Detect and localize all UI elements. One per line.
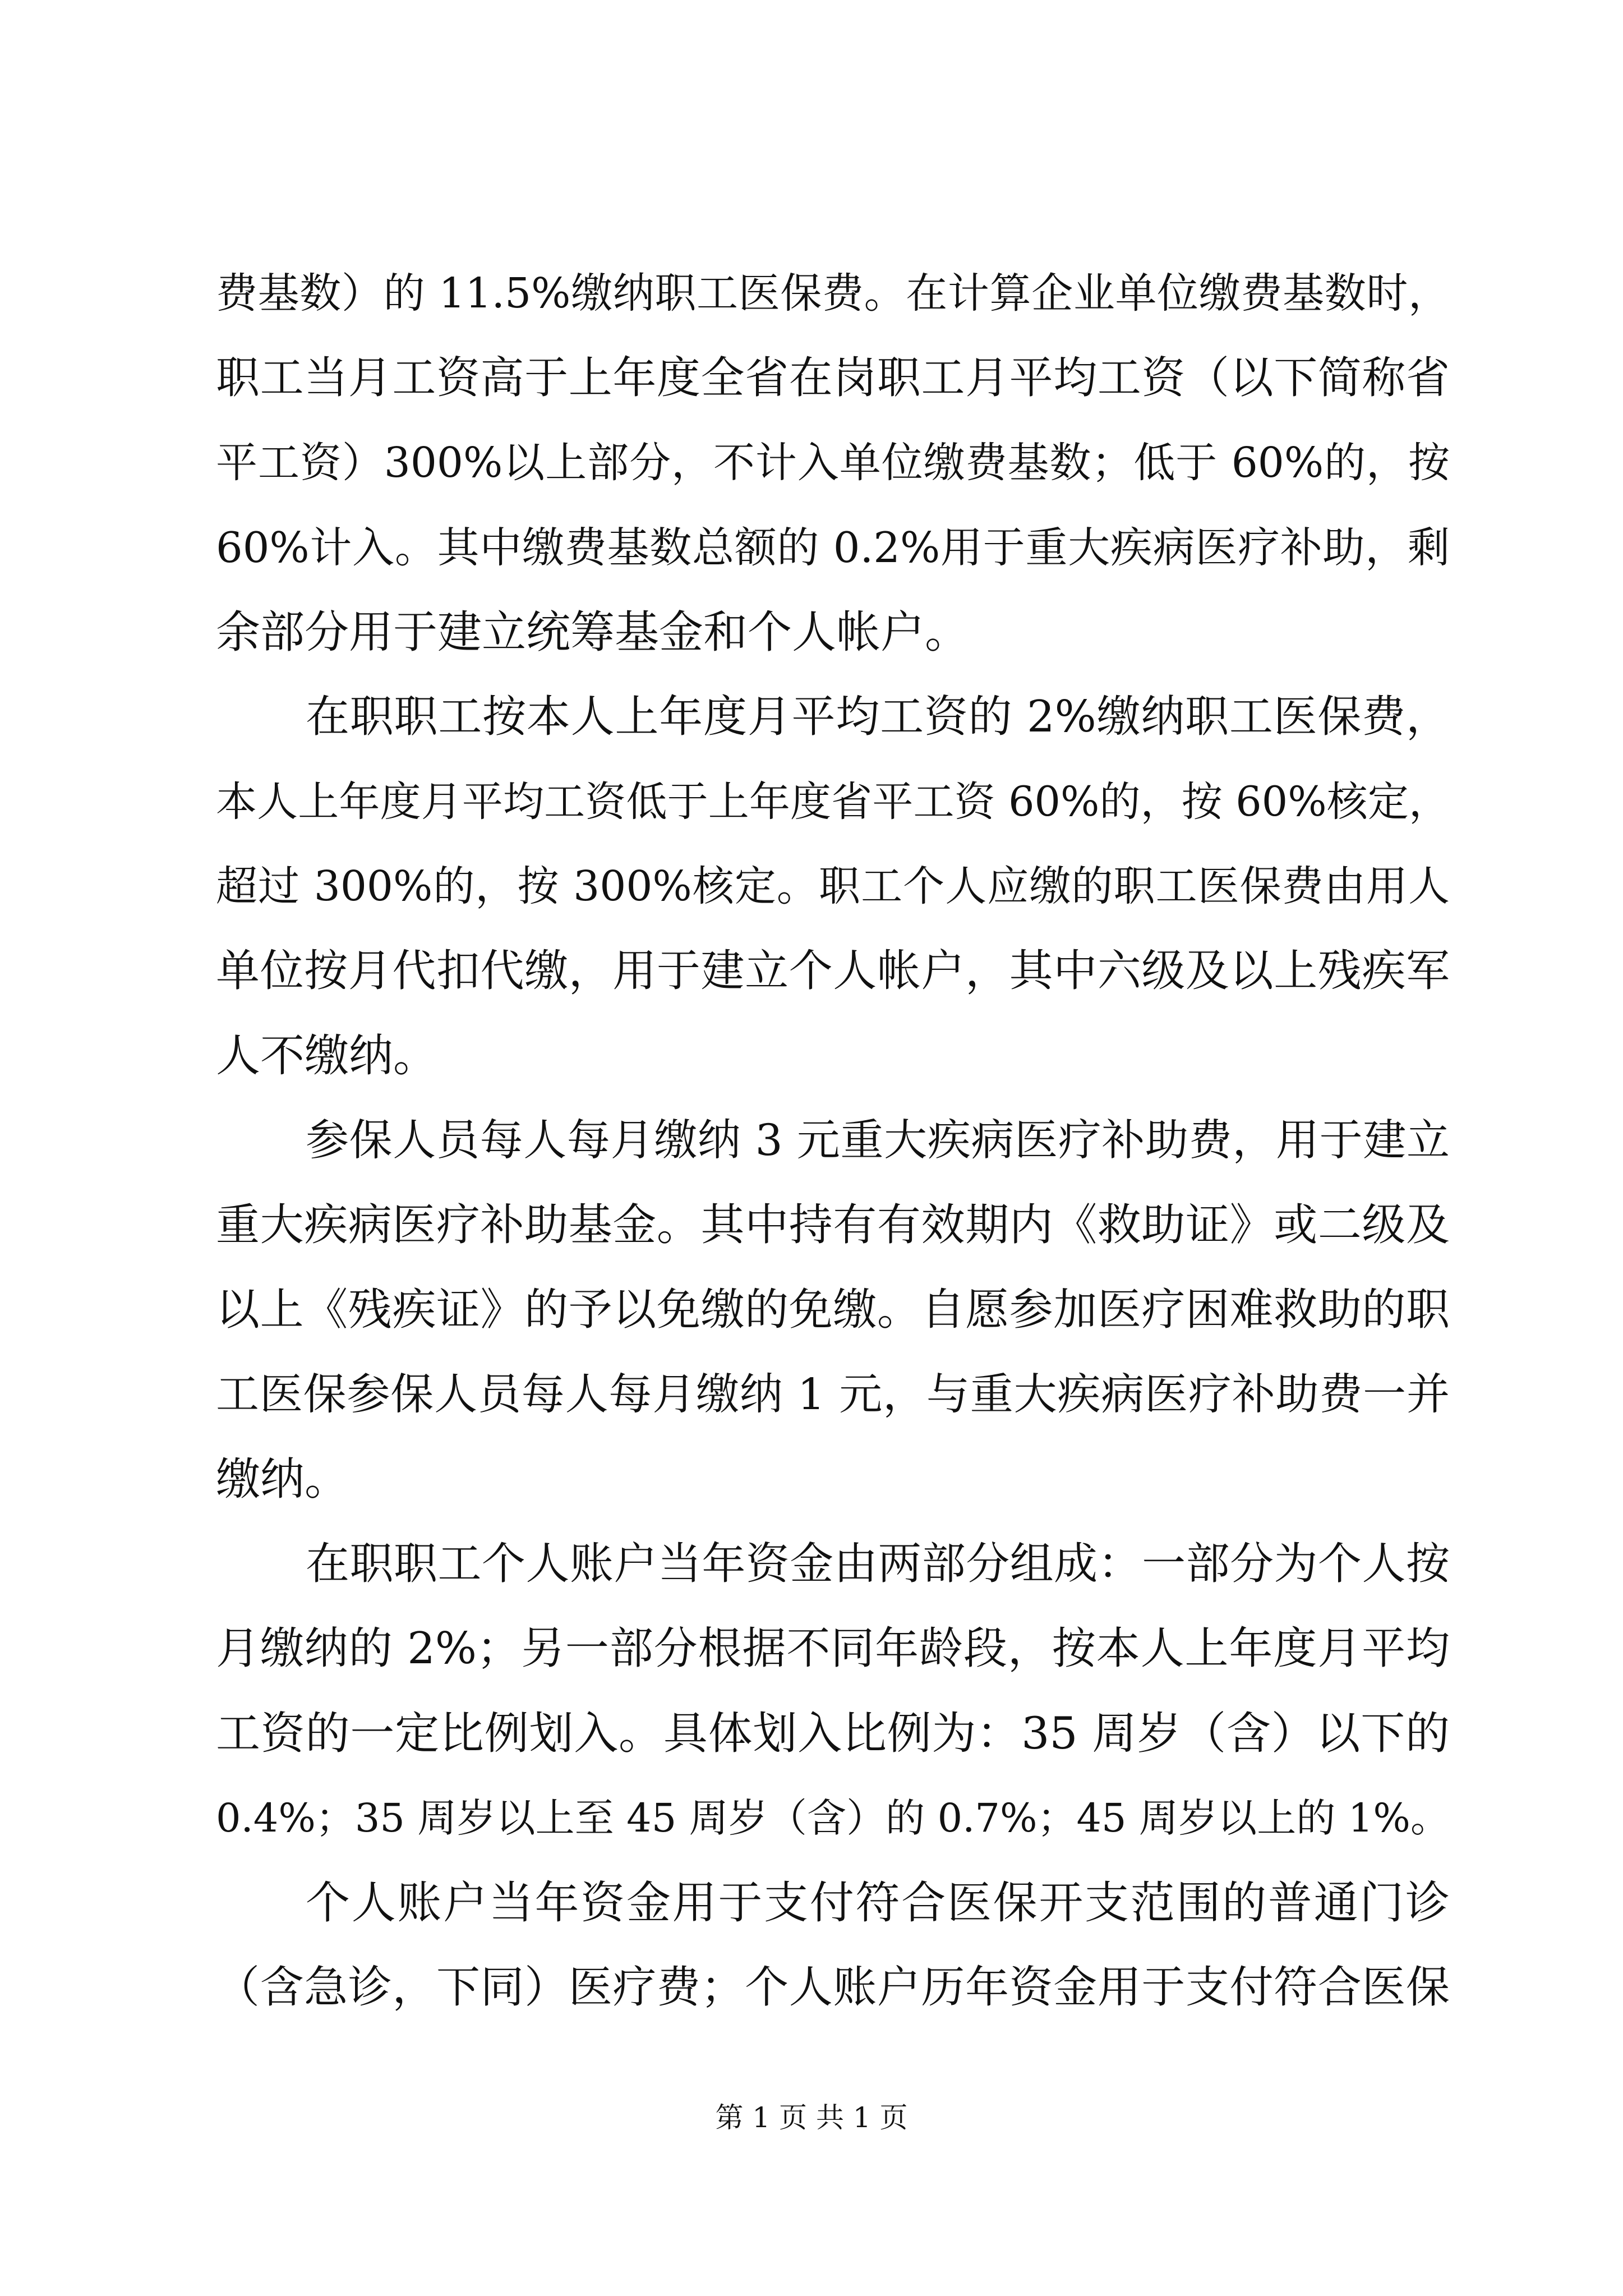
- text-line: 月缴纳的 2%；另一部分根据不同年龄段，按本人上年度月平均: [216, 1623, 1450, 1674]
- text-line: 人不缴纳。: [216, 1030, 437, 1082]
- text-line: 60%计入。其中缴费基数总额的 0.2%用于重大疾病医疗补助，剩: [216, 523, 1450, 572]
- text-line: 费基数）的 11.5%缴纳职工医保费。在计算企业单位缴费基数时，: [216, 269, 1450, 318]
- text-line: 缴纳。: [216, 1453, 349, 1505]
- text-line: 参保人员每人每月缴纳 3 元重大疾病医疗补助费，用于建立: [306, 1116, 1450, 1166]
- text-line: （含急诊，下同）医疗费；个人账户历年资金用于支付符合医保: [216, 1962, 1450, 2013]
- document-body: [216, 251, 1450, 2030]
- text-line: 在职职工个人账户当年资金由两部分组成：一部分为个人按: [306, 1539, 1450, 1589]
- text-line: 本人上年度月平均工资低于上年度省平工资 60%的，按 60%核定，: [216, 778, 1450, 826]
- text-line: 余部分用于建立统筹基金和个人帐户。: [216, 606, 969, 658]
- text-line: 平工资）300%以上部分，不计入单位缴费基数；低于 60%的，按: [216, 439, 1450, 487]
- text-line: 职工当月工资高于上年度全省在岗职工月平均工资（以下简称省: [216, 353, 1450, 403]
- text-line: 单位按月代扣代缴，用于建立个人帐户，其中六级及以上残疾军: [216, 946, 1450, 996]
- text-line: 以上《残疾证》的予以免缴的免缴。自愿参加医疗困难救助的职: [216, 1285, 1450, 1335]
- page-footer: 第 1 页 共 1 页: [715, 2101, 908, 2134]
- text-line: 0.4%；35 周岁以上至 45 周岁（含）的 0.7%；45 周岁以上的 1%。: [216, 1795, 1450, 1841]
- text-line: 工医保参保人员每人每月缴纳 1 元，与重大疾病医疗补助费一并: [216, 1370, 1450, 1420]
- text-line: 超过 300%的，按 300%核定。职工个人应缴的职工医保费由用人: [216, 862, 1450, 910]
- text-line: 重大疾病医疗补助基金。其中持有有效期内《救助证》或二级及: [216, 1200, 1450, 1250]
- text-line: 在职职工按本人上年度月平均工资的 2%缴纳职工医保费，: [306, 692, 1450, 742]
- text-line: 个人账户当年资金用于支付符合医保开支范围的普通门诊: [306, 1877, 1450, 1929]
- text-line: 工资的一定比例划入。具体划入比例为：35 周岁（含）以下的: [216, 1708, 1450, 1759]
